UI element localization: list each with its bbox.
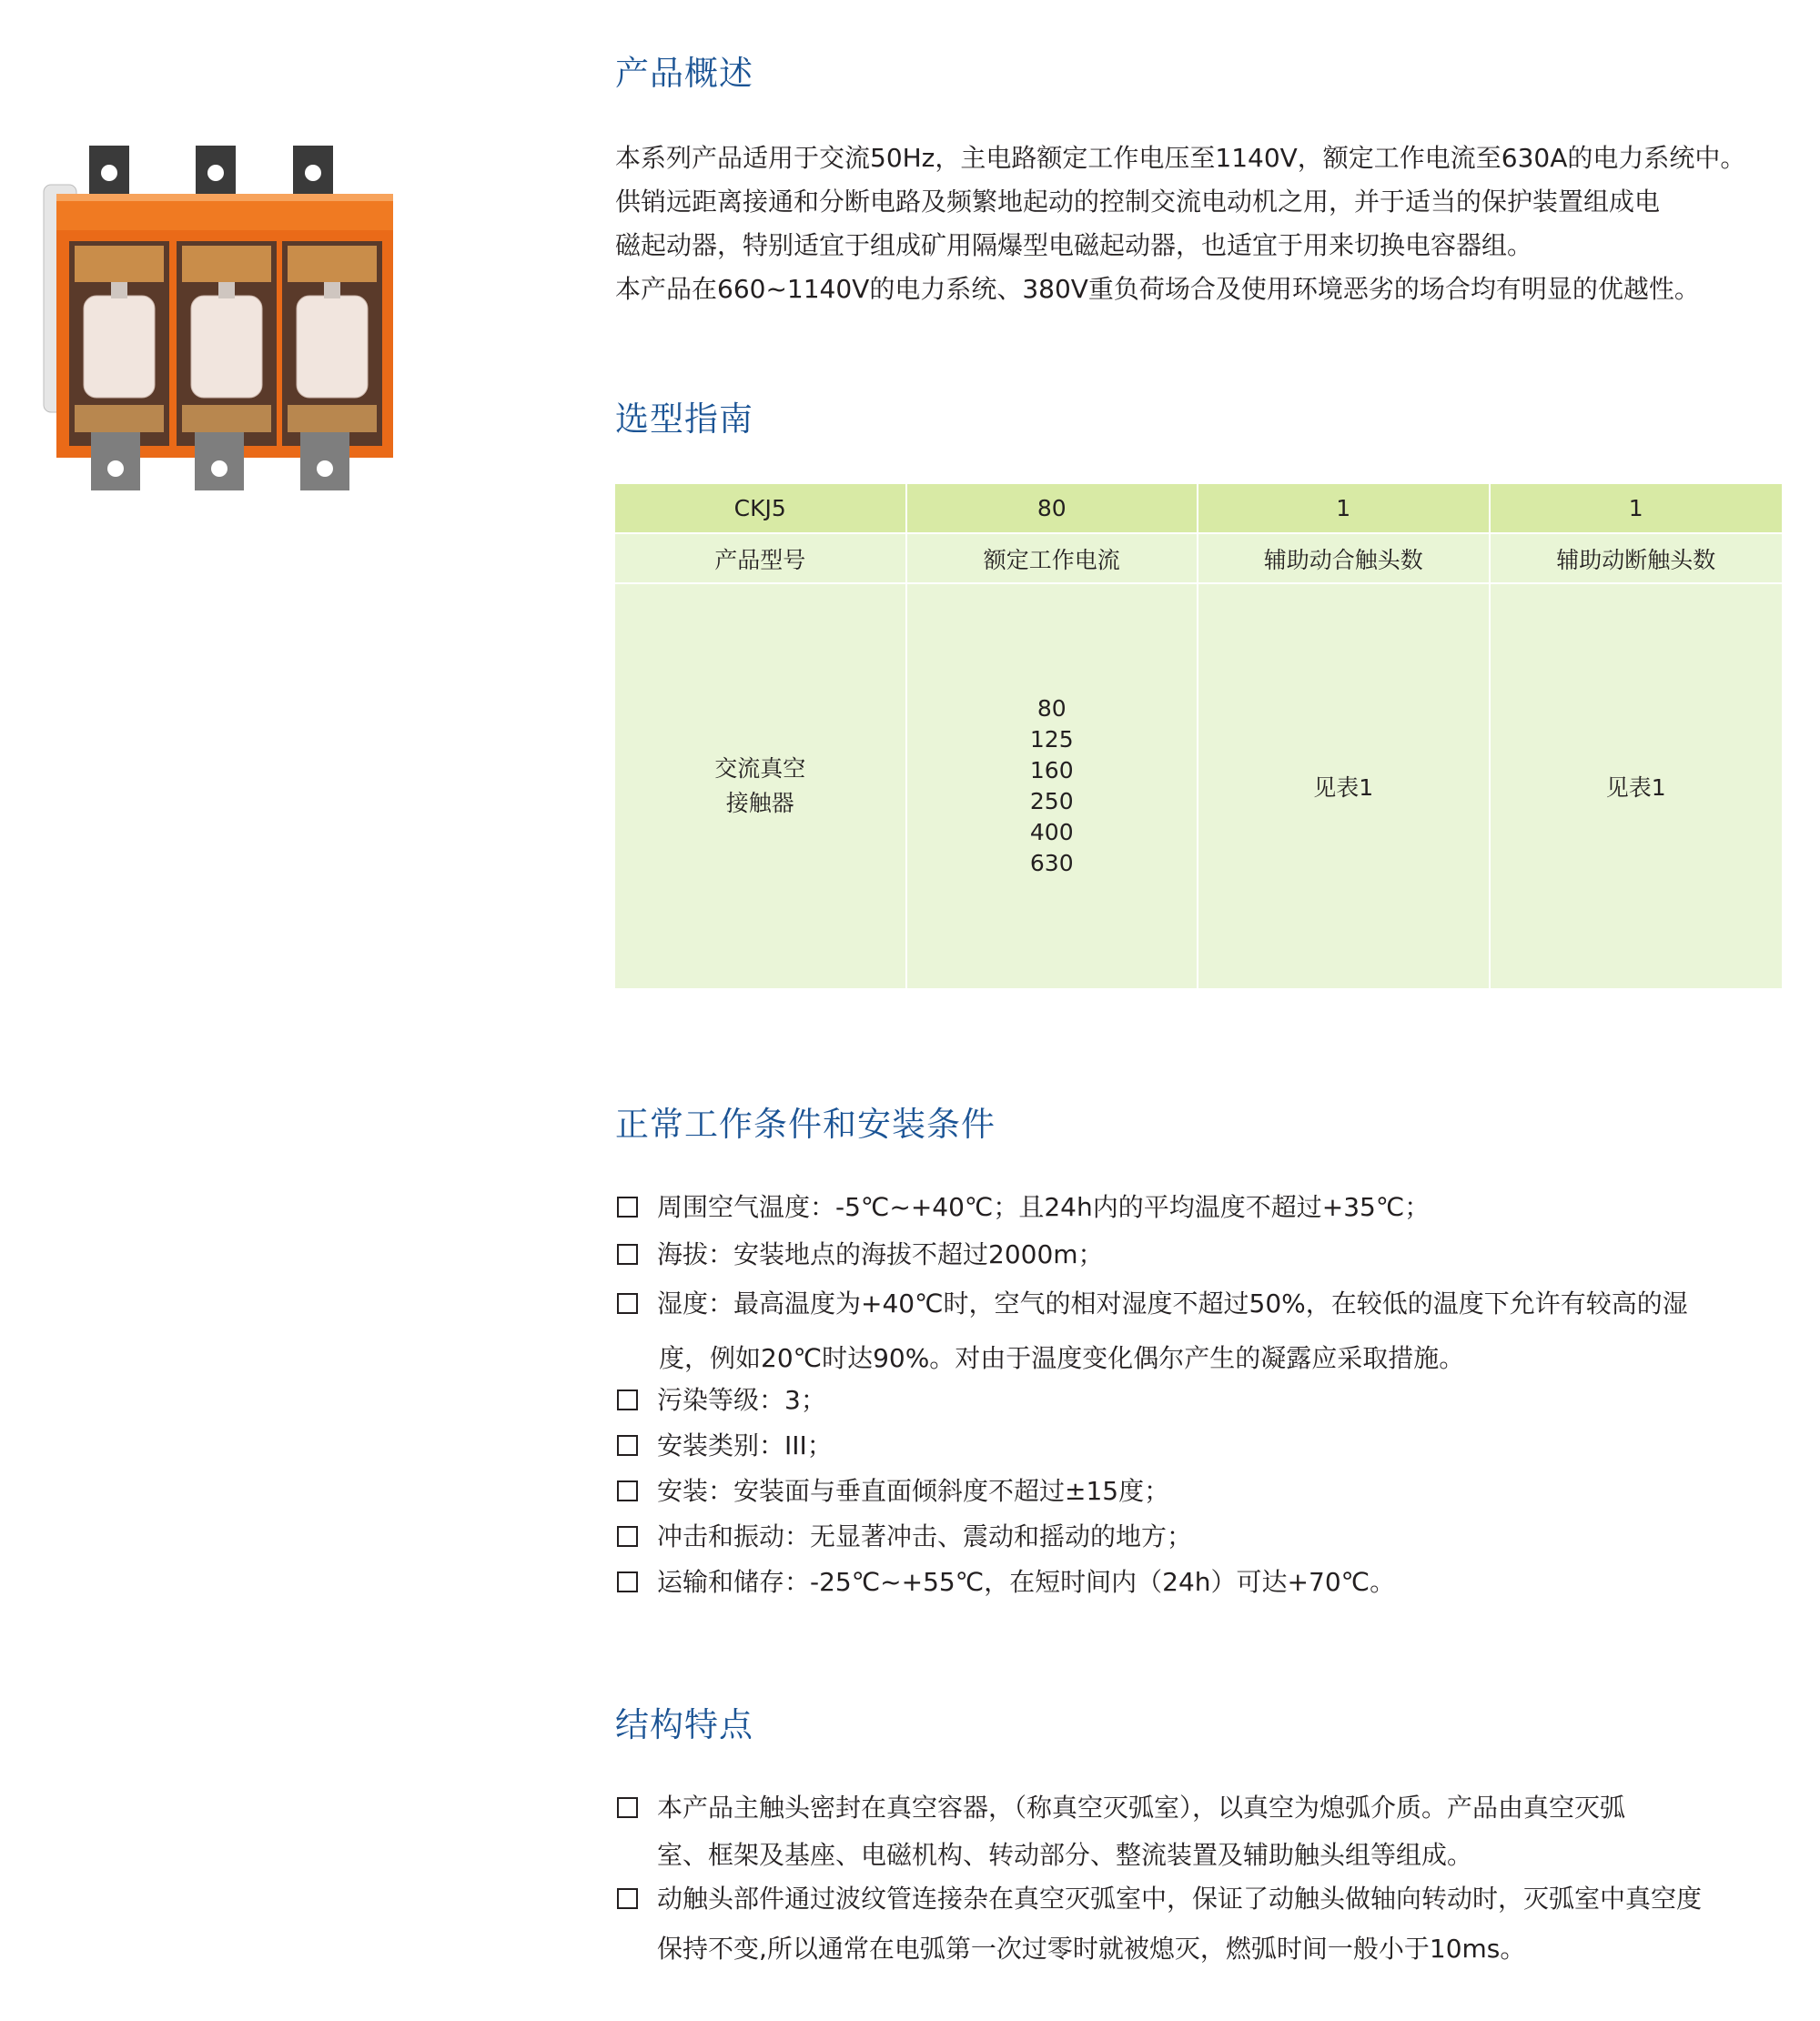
- current-value: 250: [1029, 788, 1074, 814]
- header-cell: 产品型号: [615, 534, 907, 584]
- list-item-text: 湿度：最高温度为+40℃时，空气的相对湿度不超过50%，在较低的温度下允许有较高的湿: [657, 1288, 1688, 1319]
- list-item: [615, 1788, 1625, 1872]
- list-item-text: 周围空气温度：-5℃~+40℃；且24h内的平均温度不超过+35℃；: [657, 1192, 1431, 1222]
- current-value: 160: [1029, 757, 1074, 783]
- list-item: [615, 1187, 1430, 1224]
- list-item-text: 污染等级：3；: [657, 1385, 826, 1415]
- checkbox-icon: [617, 1389, 638, 1410]
- product-name-line: 交流真空: [714, 755, 806, 782]
- list-item: [615, 1235, 1104, 1271]
- header-cell: 额定工作电流: [907, 534, 1199, 584]
- checkbox-icon: [617, 1526, 638, 1547]
- list-item: [615, 1471, 1169, 1508]
- checkbox-icon: [617, 1797, 638, 1818]
- code-cell: 80: [907, 484, 1199, 534]
- product-name-cell: [615, 584, 907, 988]
- product-image: [38, 141, 402, 496]
- code-cell: 1: [1198, 484, 1491, 534]
- checkbox-icon: [617, 1480, 638, 1501]
- header-row: [615, 534, 1782, 584]
- checkbox-icon: [617, 1197, 638, 1218]
- overview-line: 磁起动器，特别适宜于组成矿用隔爆型电磁起动器，也适宜于用来切换电容器组。: [615, 230, 1533, 260]
- current-value: 80: [1036, 695, 1067, 722]
- list-item-text: 海拔：安装地点的海拔不超过2000m；: [657, 1239, 1104, 1269]
- list-item-text: 动触头部件通过波纹管连接杂在真空灭弧室中，保证了动触头做轴向转动时，灭弧室中真空度: [657, 1884, 1703, 1914]
- overview-line: 供销远距离接通和分断电路及频繁地起动的控制交流电动机之用，并于适当的保护装置组成电: [615, 187, 1661, 217]
- overview-text: [615, 136, 1807, 311]
- list-item: [615, 1517, 1192, 1553]
- header-cell: 辅助动合触头数: [1198, 534, 1491, 584]
- list-item-text: 安装：安装面与垂直面倾斜度不超过±15度；: [657, 1476, 1170, 1506]
- current-value: 400: [1029, 819, 1074, 845]
- code-cell: 1: [1491, 484, 1783, 534]
- list-item-text: 本产品主触头密封在真空容器，（称真空灭弧室），以真空为熄弧介质。产品由真空灭弧: [657, 1793, 1626, 1823]
- checkbox-icon: [617, 1244, 638, 1265]
- checkbox-icon: [617, 1571, 638, 1592]
- selection-table: [615, 484, 1782, 988]
- list-item-text: 冲击和振动：无显著冲击、震动和摇动的地方；: [657, 1521, 1193, 1551]
- current-cell: [907, 584, 1199, 988]
- checkbox-icon: [617, 1293, 638, 1314]
- list-item-text: 室、框架及基座、电磁机构、转动部分、整流装置及辅助触头组等组成。: [657, 1840, 1473, 1870]
- code-cell: CKJ5: [615, 484, 907, 534]
- list-item: [615, 1380, 826, 1417]
- selection-title: 选型指南: [615, 399, 753, 439]
- data-row: [615, 584, 1782, 988]
- checkbox-icon: [617, 1435, 638, 1456]
- list-item-text: 运输和储存：-25℃~+55℃，在短时间内（24h）可达+70℃。: [657, 1567, 1396, 1597]
- code-row: [615, 484, 1782, 534]
- list-item: [615, 1879, 1702, 1965]
- product-name-line: 接触器: [725, 790, 794, 816]
- structure-title: 结构特点: [615, 1705, 753, 1744]
- list-item-text: 安装类别：III；: [657, 1430, 833, 1460]
- list-item-text: 度，例如20℃时达90%。对由于温度变化偶尔产生的凝露应采取措施。: [659, 1343, 1465, 1373]
- list-item: [615, 1426, 833, 1462]
- overview-title: 产品概述: [615, 54, 753, 93]
- header-cell: 辅助动断触头数: [1491, 534, 1783, 584]
- current-value: 630: [1029, 850, 1074, 876]
- checkbox-icon: [617, 1888, 638, 1909]
- current-value: 125: [1029, 726, 1074, 753]
- list-item-text: 保持不变,所以通常在电弧第一次过零时就被熄灭，燃弧时间一般小于10ms。: [657, 1934, 1526, 1964]
- list-item: [615, 1562, 1395, 1599]
- nc-contacts-cell: 见表1: [1491, 584, 1783, 988]
- conditions-title: 正常工作条件和安装条件: [615, 1105, 996, 1144]
- overview-line: 本产品在660~1140V的电力系统、380V重负荷场合及使用环境恶劣的场合均有明显的优越性。: [615, 274, 1700, 304]
- no-contacts-cell: 见表1: [1198, 584, 1491, 988]
- list-item: [615, 1284, 1688, 1375]
- overview-line: 本系列产品适用于交流50Hz，主电路额定工作电压至1140V，额定工作电流至630A的电力系统中。: [615, 143, 1746, 173]
